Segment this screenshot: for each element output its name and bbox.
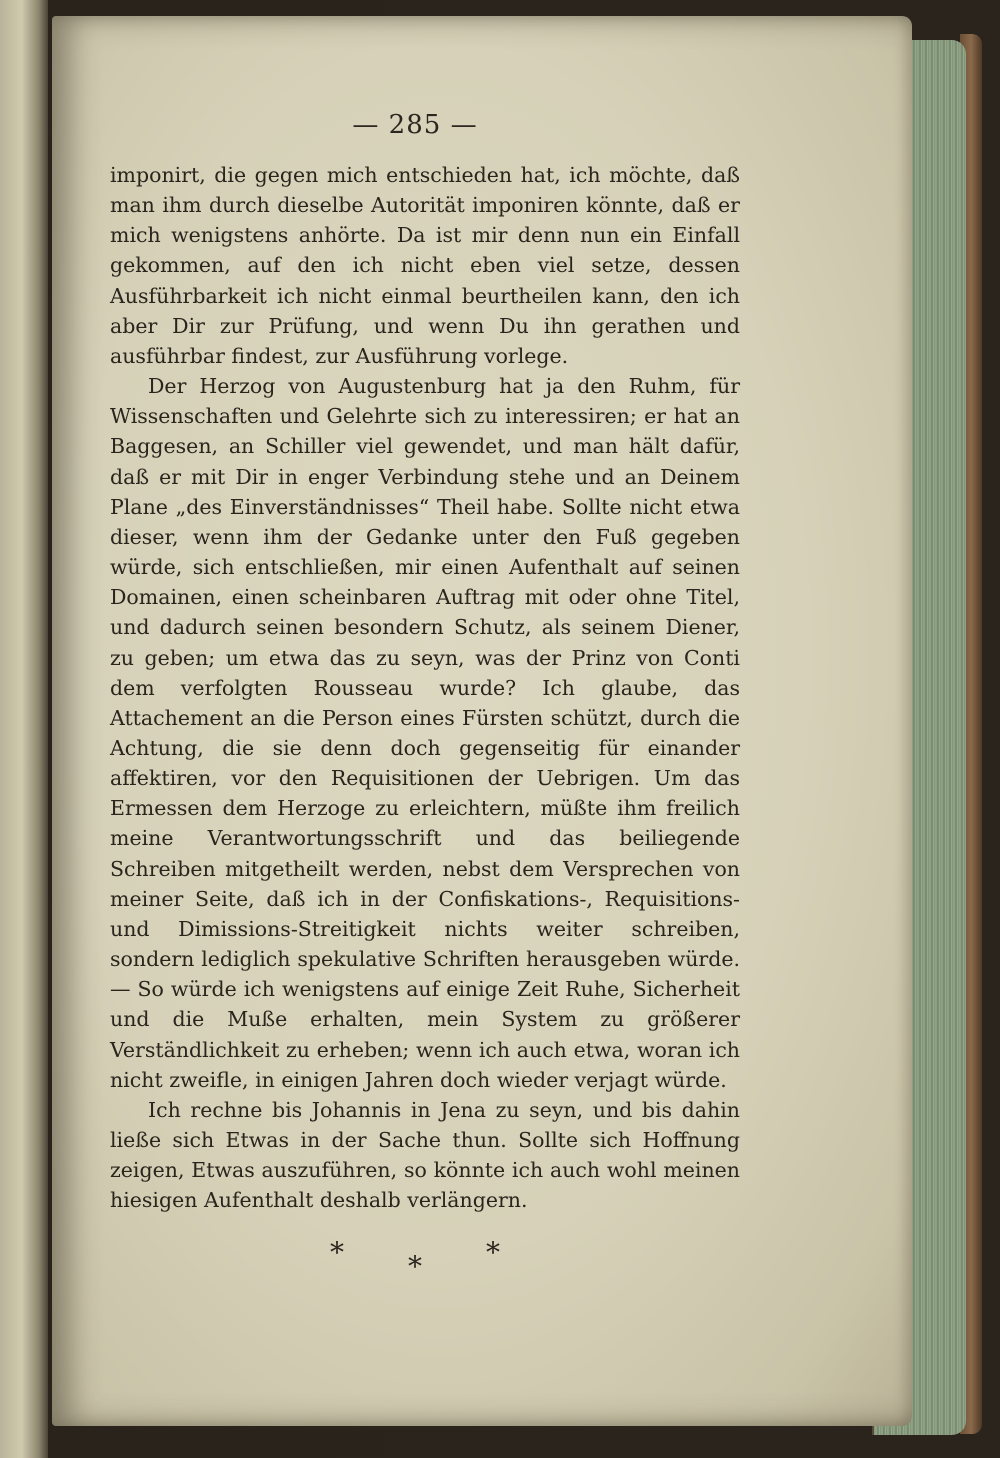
paragraph-3: Ich rechne bis Johannis in Jena zu seyn, und bis dahin ließe sich Etwas in der Sache thun. Sollte sich Hoffnung zeigen, Etwas auszuführen, so könnte ich auch wohl meinen hiesigen Aufenthalt deshalb verlängern. (110, 1097, 740, 1213)
separator-star: * (408, 1250, 422, 1283)
page-text (110, 160, 740, 1215)
separator-star: * (486, 1236, 500, 1269)
left-page-edge (0, 0, 48, 1458)
section-separator (300, 1236, 540, 1283)
paragraph-2: Der Herzog von Augustenburg hat ja den Ruhm, für Wissenschaften und Gelehrte sich zu interessiren; er hat an Baggesen, an Schiller viel gewendet, und man hält dafür, daß er mit Dir in enger Verbindung stehe und an Deinem Plane „des Einverständnisses“ Theil habe. Sollte nicht etwa dieser, wenn ihm der Gedanke unter den Fuß gegeben würde, sich entschließen, mir einen Aufenthalt auf seinen Domainen, einen scheinbaren Auftrag mit oder ohne Titel, und dadurch seinen besondern Schutz, als seinem Diener, zu geben; um etwa das zu seyn, was der Prinz von Conti dem verfolgten Rousseau wurde? Ich glaube, das Attachement an die Person eines Fürsten schützt, durch die Achtung, die sie denn doch gegenseitig für einander affektiren, vor den Requisitionen der Uebrigen. Um das Ermessen dem Herzoge zu erleichtern, müßte ihm freilich meine Verantwortungsschrift und das beiliegende Schreiben mitgetheilt werden, nebst dem Versprechen von meiner Seite, daß ich in der Confiskations-, Requisitions- und Dimissions-Streitigkeit nichts weiter schreiben, sondern lediglich spekulative Schriften herausgeben würde. — So würde ich wenigstens auf einige Zeit Ruhe, Sicherheit und die Muße erhalten, mein System zu größerer Verständlichkeit zu erheben; wenn ich auch etwa, woran ich nicht zweifle, in einigen Jahren doch wieder verjagt würde. (110, 374, 740, 1092)
paragraph-1: imponirt, die gegen mich entschieden hat, ich möchte, daß man ihm durch dieselbe Autorität imponiren könnte, daß er mich wenigstens anhörte. Da ist mir denn nun ein Einfall gekommen, auf den ich nicht eben viel setze, dessen Ausführbarkeit ich nicht einmal beurtheilen kann, den ich aber Dir zur Prüfung, und wenn Du ihn gerathen und ausführbar findest, zur Ausführung vorlege. (110, 163, 740, 368)
page-number: — 285 — (352, 110, 478, 140)
separator-star: * (330, 1236, 344, 1269)
